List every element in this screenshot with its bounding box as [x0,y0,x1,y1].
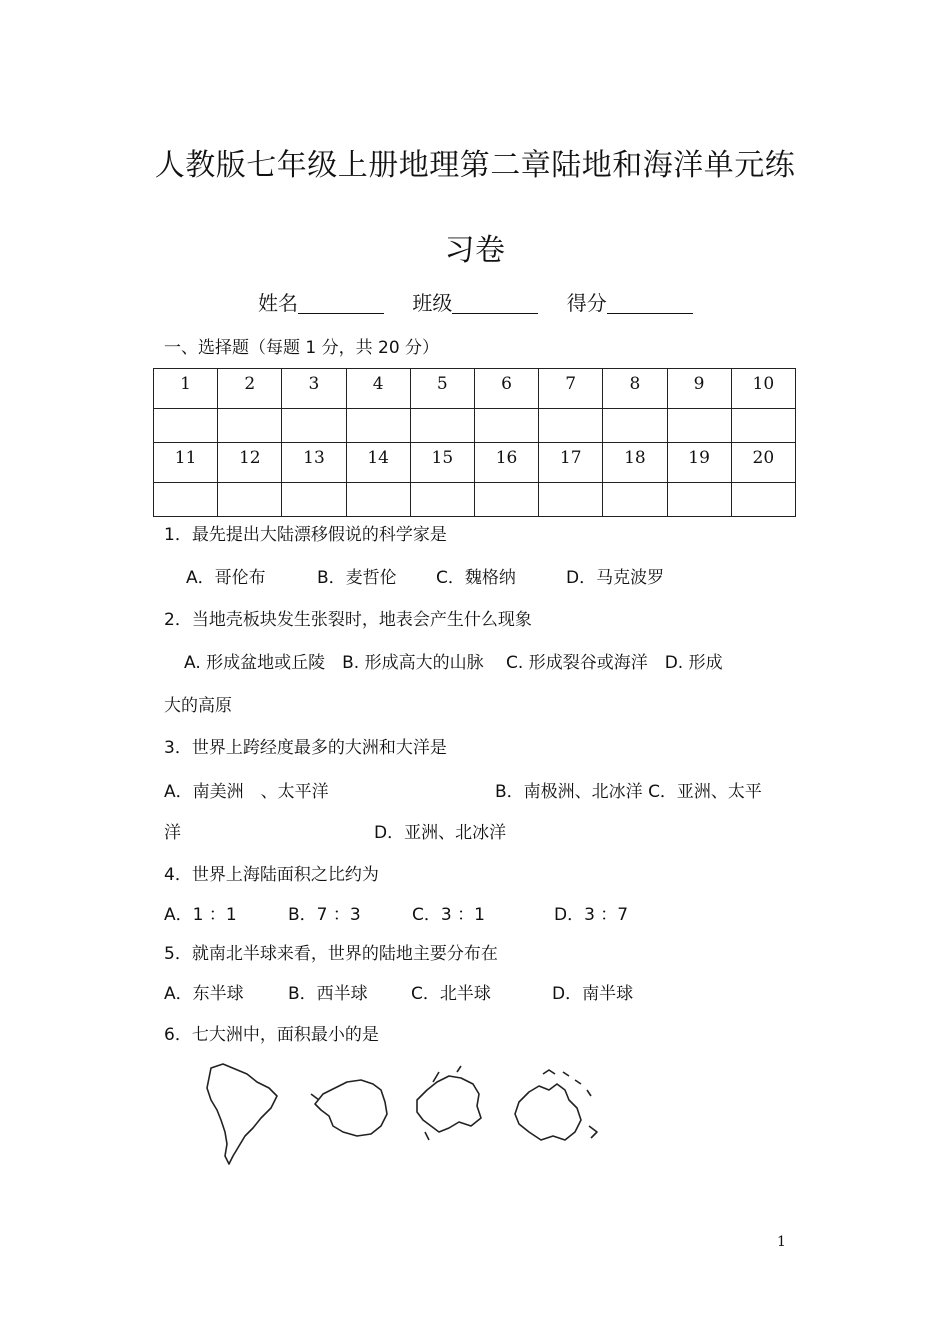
class-blank[interactable] [452,291,538,314]
answer-cell[interactable] [346,409,410,443]
title-line-1: 人教版七年级上册地理第二章陆地和海洋单元练 [154,148,796,183]
answer-number: 4 [346,369,410,409]
answer-cell[interactable] [474,483,538,517]
question-4-option-d[interactable]: D．3 ：7 [554,905,629,925]
answer-number: 16 [474,443,538,483]
name-label: 姓名 [258,291,298,315]
page-number: 1 [777,1234,786,1250]
answer-number: 14 [346,443,410,483]
question-2-stem: 2．当地壳板块发生张裂时，地表会产生什么现象 [164,610,532,630]
question-1-stem: 1．最先提出大陆漂移假说的科学家是 [164,525,447,545]
answer-number: 2 [218,369,282,409]
answer-number: 10 [731,369,795,409]
question-5-option-d[interactable]: D．南半球 [552,984,634,1004]
answer-number: 15 [410,443,474,483]
answer-number: 7 [539,369,603,409]
answer-cell[interactable] [667,483,731,517]
answer-table-number-row [154,443,796,483]
name-field[interactable] [258,287,384,316]
answer-cell[interactable] [603,483,667,517]
question-5-stem: 5．就南北半球来看，世界的陆地主要分布在 [164,944,498,964]
question-1-option-d[interactable]: D．马克波罗 [566,568,665,588]
answer-cell[interactable] [346,483,410,517]
question-5-option-c[interactable]: C．北半球 [411,984,491,1004]
question-3-option-c-continued[interactable]: 洋 [164,823,181,843]
name-blank[interactable] [298,291,384,314]
title-line-2: 习卷 [444,233,506,268]
answer-number: 20 [731,443,795,483]
score-blank[interactable] [607,291,693,314]
score-label: 得分 [566,291,607,315]
answer-number: 5 [410,369,474,409]
question-1-option-c[interactable]: C．魏格纳 [436,568,516,588]
question-6-stem: 6．七大洲中，面积最小的是 [164,1025,379,1045]
question-3-stem: 3．世界上跨经度最多的大洲和大洋是 [164,738,447,758]
answer-cell[interactable] [282,483,346,517]
antarctica-outline-icon [311,1080,387,1136]
score-field[interactable] [567,287,693,316]
answer-number: 3 [282,369,346,409]
answer-cell[interactable] [667,409,731,443]
class-field[interactable] [412,287,538,316]
answer-table [153,368,796,517]
answer-number: 12 [218,443,282,483]
answer-cell[interactable] [410,409,474,443]
answer-cell[interactable] [539,483,603,517]
answer-number: 9 [667,369,731,409]
answer-number: 8 [603,369,667,409]
answer-table-number-row [154,369,796,409]
question-5-option-b[interactable]: B．西半球 [288,984,368,1004]
answer-number: 13 [282,443,346,483]
answer-cell[interactable] [474,409,538,443]
question-4-option-b[interactable]: B．7 ：3 [288,905,361,925]
answer-cell[interactable] [731,409,795,443]
student-info [258,287,715,316]
answer-cell[interactable] [218,409,282,443]
answer-number: 6 [474,369,538,409]
answer-cell[interactable] [603,409,667,443]
answer-number: 11 [154,443,218,483]
answer-cell[interactable] [410,483,474,517]
question-5-option-a[interactable]: A．东半球 [164,984,244,1004]
question-4-option-c[interactable]: C．3 ：1 [412,905,485,925]
answer-cell[interactable] [731,483,795,517]
continent-outlines [195,1060,615,1170]
question-1-option-a[interactable]: A．哥伦布 [186,568,266,588]
question-4-stem: 4．世界上海陆面积之比约为 [164,865,379,885]
answer-cell[interactable] [154,409,218,443]
answer-number: 1 [154,369,218,409]
question-3-option-a[interactable]: A．南美洲 、太平洋 [164,782,329,802]
question-2-options-continued[interactable]: 大的高原 [164,696,232,716]
answer-number: 17 [539,443,603,483]
answer-cell[interactable] [154,483,218,517]
answer-table-answer-row [154,409,796,443]
answer-cell[interactable] [218,483,282,517]
question-3-options-b-c[interactable]: B．南极洲、北冰洋 C．亚洲、太平 [495,782,762,802]
question-3-option-d[interactable]: D．亚洲、北冰洋 [374,823,507,843]
europe-outline-icon [417,1066,481,1140]
answer-number: 18 [603,443,667,483]
class-label: 班级 [412,291,453,315]
answer-table-answer-row [154,483,796,517]
question-2-options-line[interactable]: A. 形成盆地或丘陵 B. 形成高大的山脉 C. 形成裂谷或海洋 D. 形成 [184,653,723,673]
australia-outline-icon [515,1070,597,1140]
question-1-option-b[interactable]: B．麦哲伦 [317,568,397,588]
section-heading: 一、选择题（每题 1 分，共 20 分） [164,338,440,358]
answer-cell[interactable] [539,409,603,443]
answer-number: 19 [667,443,731,483]
south-america-outline-icon [207,1064,277,1164]
answer-cell[interactable] [282,409,346,443]
question-4-option-a[interactable]: A．1 ：1 [164,905,237,925]
